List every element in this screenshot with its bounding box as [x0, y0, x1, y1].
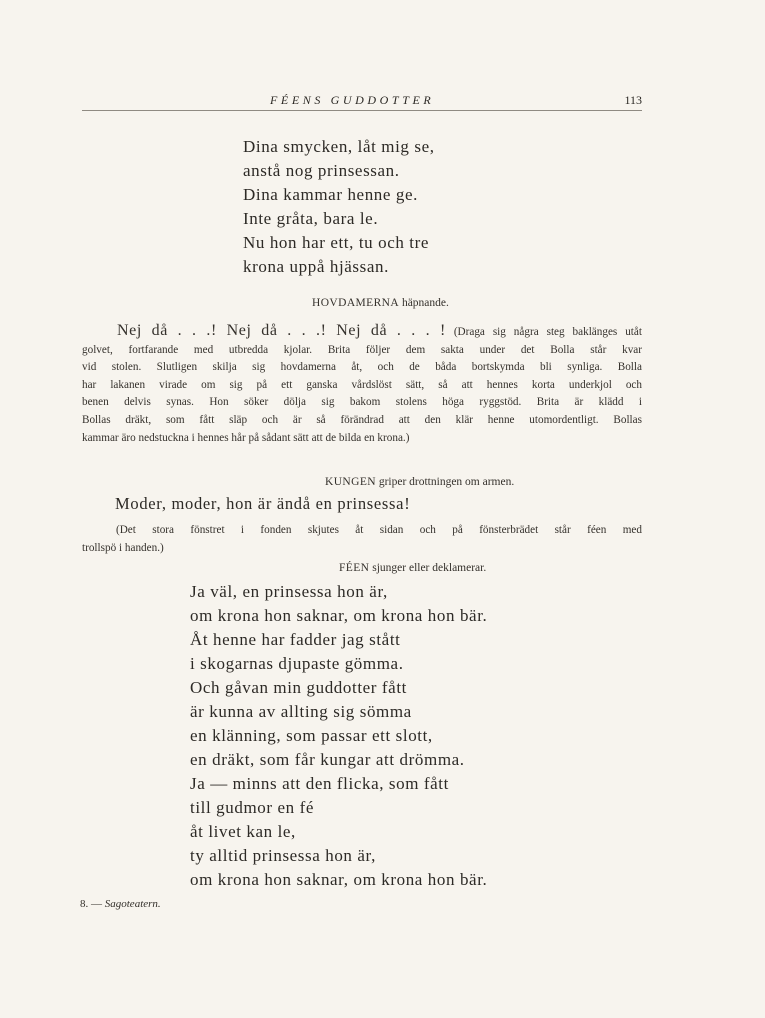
direction-line: (Det stora fönstret i fonden skjutes åt sidan och på fönsterbrädet står féen med	[116, 524, 642, 536]
speech-and-direction-block	[82, 322, 642, 447]
verse-line: Åt henne har fadder jag stått	[190, 630, 401, 649]
verse-line: krona uppå hjässan.	[243, 257, 389, 276]
verse-line: om krona hon saknar, om krona hon bär.	[190, 606, 488, 625]
verse-line: anstå nog prinsessan.	[243, 161, 400, 180]
verse-line: Dina smycken, låt mig se,	[243, 137, 435, 156]
book-title: Sagoteatern.	[104, 898, 161, 910]
direction-line: Bollas dräkt, som fått släp och är så förändrad att den klär henne utomordentligt. Bollas	[82, 413, 642, 426]
stage-direction-feen	[339, 562, 486, 574]
speaker-name: HOVDAMERNA	[312, 297, 400, 309]
direction-line: vid stolen. Slutligen skilja sig hovdamerna åt, och de båda bortskymda bli synliga. Bolla	[82, 361, 642, 374]
verse-stanza-1	[243, 135, 435, 279]
direction-line: trollspö i handen.)	[82, 541, 164, 554]
verse-line: Och gåvan min guddotter fått	[190, 678, 407, 697]
header-rule	[82, 110, 642, 111]
direction-line: kammar äro nedstuckna i hennes hår på sådant sätt att de bilda en krona.)	[82, 431, 410, 444]
speaker-name: FÉEN	[339, 562, 370, 574]
direction-line: benen delvis synas. Hon söker dölja sig bakom stolens höga ryggstöd. Brita är klädd i	[82, 396, 642, 409]
verse-line: Ja väl, en prinsessa hon är,	[190, 582, 388, 601]
direction-line: (Draga sig några steg baklänges utåt	[453, 326, 642, 338]
verse-line: i skogarnas djupaste gömma.	[190, 654, 404, 673]
speech-first-line	[117, 322, 642, 342]
signature-footer	[80, 898, 161, 910]
verse-line: en klänning, som passar ett slott,	[190, 726, 433, 745]
stage-direction-kungen	[325, 476, 514, 488]
verse-line: åt livet kan le,	[190, 822, 296, 841]
spoken-text: Nej då . . .! Nej då . . .! Nej då . . . !	[117, 322, 446, 339]
verse-line: en dräkt, som får kungar att drömma.	[190, 750, 465, 769]
speaker-manner: häpnande.	[401, 297, 449, 309]
verse-line: är kunna av allting sig sömma	[190, 702, 412, 721]
verse-line: Inte gråta, bara le.	[243, 209, 379, 228]
stage-direction-hovdamerna	[312, 297, 449, 309]
signature-mark: 8. —	[80, 898, 102, 910]
stage-direction-window	[82, 522, 642, 557]
verse-line: ty alltid prinsessa hon är,	[190, 846, 376, 865]
page-number: 113	[624, 93, 642, 107]
verse-line: Ja — minns att den flicka, som fått	[190, 774, 449, 793]
verse-line: till gudmor en fé	[190, 798, 314, 817]
spoken-line-kungen: Moder, moder, hon är ändå en prinsessa!	[115, 494, 411, 513]
verse-line: om krona hon saknar, om krona hon bär.	[190, 870, 488, 889]
speaker-manner: sjunger eller deklamerar.	[372, 562, 487, 574]
verse-line: Nu hon har ett, tu och tre	[243, 233, 430, 252]
running-title: FÉENS GUDDOTTER	[270, 93, 435, 107]
speaker-manner: griper drottningen om armen.	[378, 476, 515, 488]
speaker-name: KUNGEN	[325, 476, 376, 488]
direction-line: golvet, fortfarande med utbredda kjolar. Brita följer dem sakta under det Bolla står kvar	[82, 343, 642, 356]
verse-line: Dina kammar henne ge.	[243, 185, 418, 204]
direction-line: har lakanen virade om sig på ett ganska vårdslöst sätt, så att hennes korta underkjol och	[82, 378, 642, 391]
running-header	[80, 93, 642, 111]
verse-stanza-2	[190, 580, 487, 892]
